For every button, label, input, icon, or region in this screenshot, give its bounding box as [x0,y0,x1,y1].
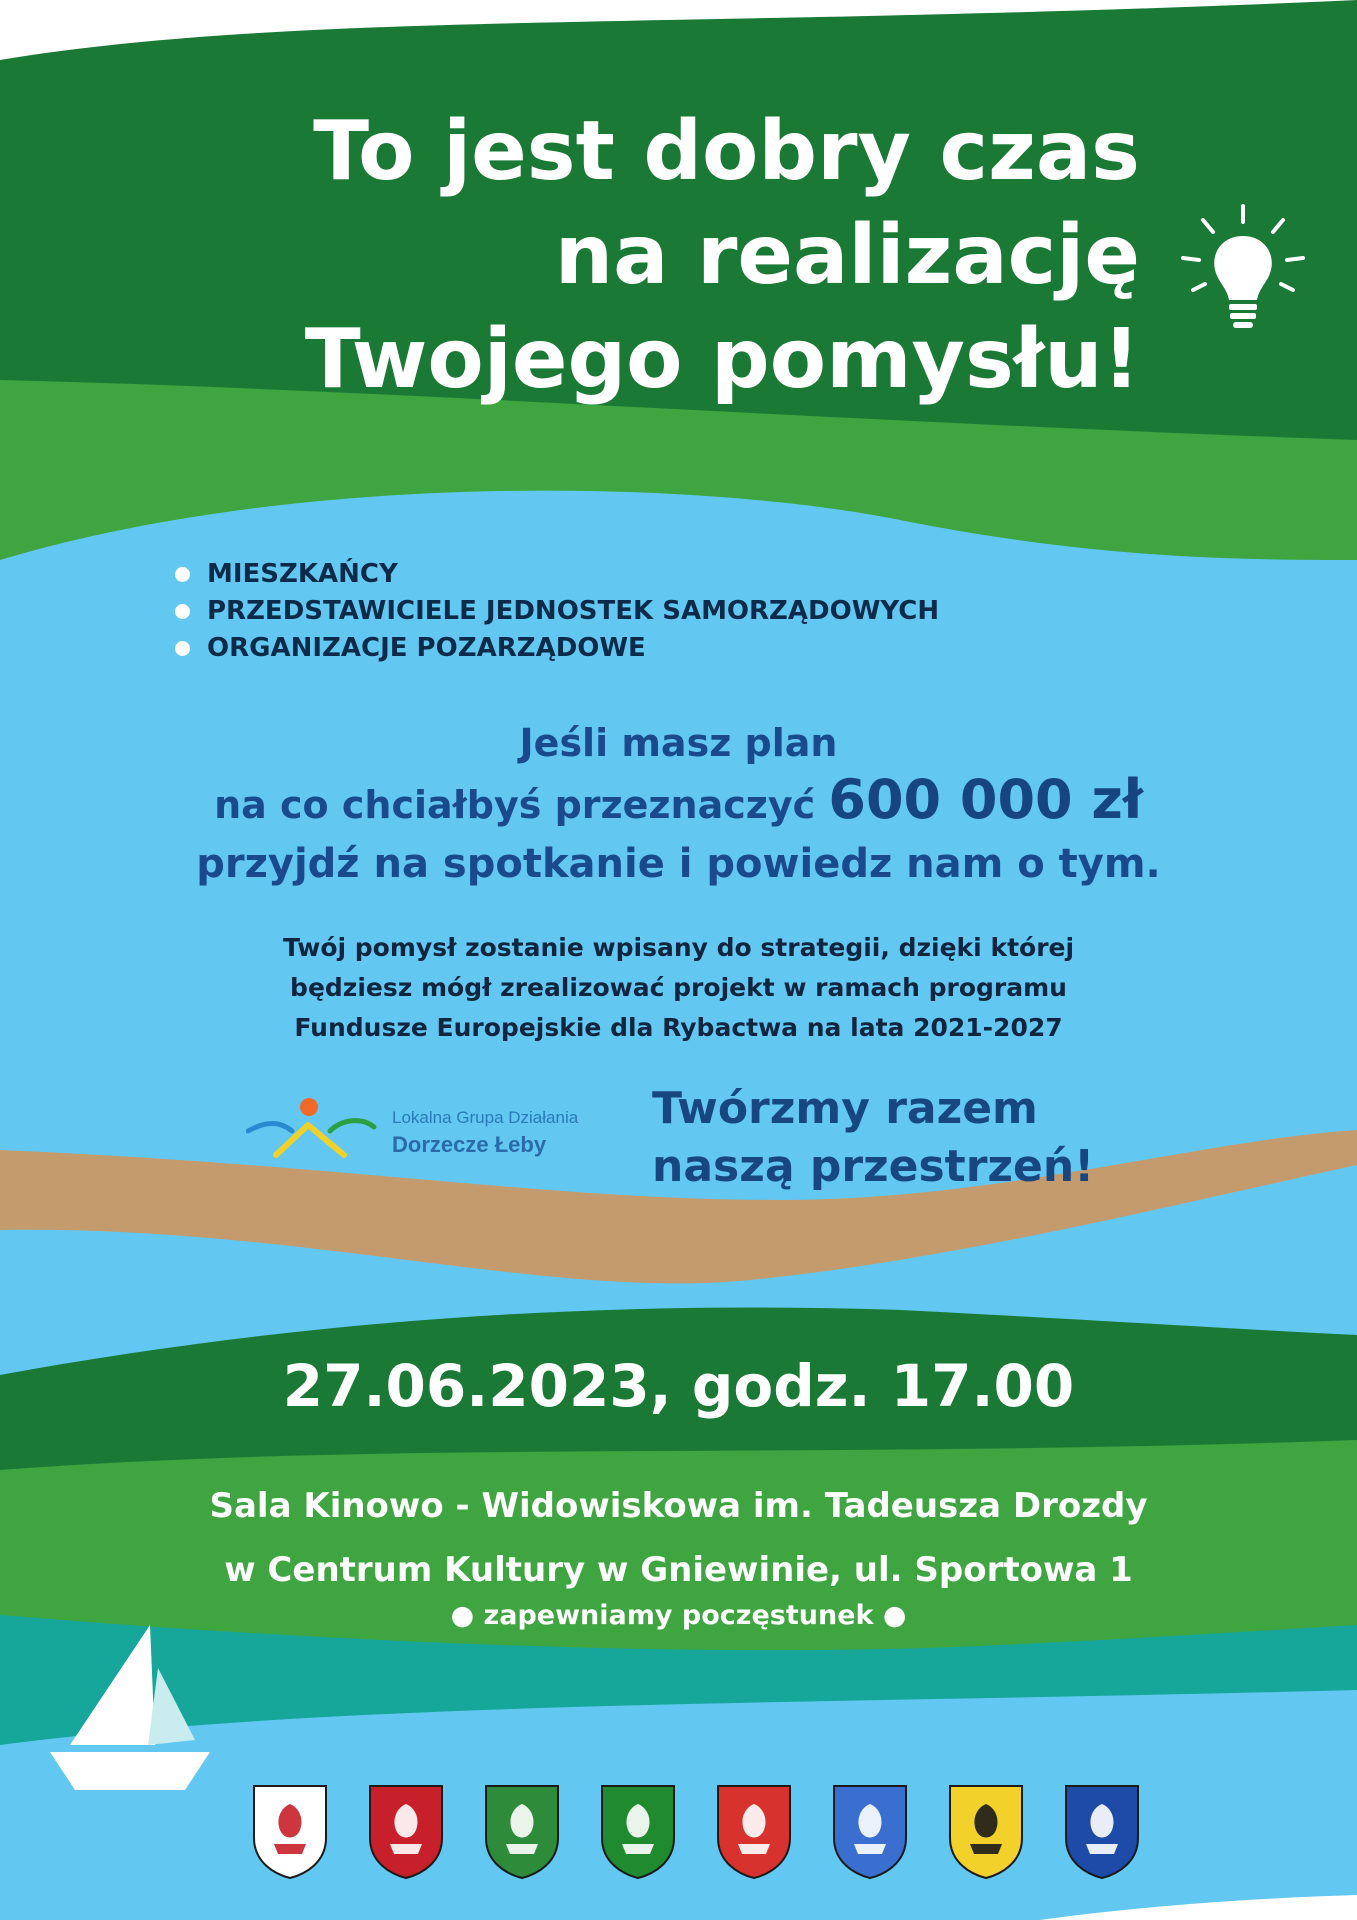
event-date: 27.06.2023, godz. 17.00 [282,1352,1075,1420]
slogan-line-1: Twórzmy razem [652,1083,1038,1134]
coat-of-arms-cross-griffin-icon [250,1782,330,1880]
headline-line-1: To jest dobry czas [313,104,1140,199]
plan-line-2 [80,770,1277,835]
logo-text-line-1: Lokalna Grupa Działania [392,1108,579,1127]
list-item: MIESZKAŃCY [175,556,939,593]
plan-call [80,716,1277,893]
headline-line-3: Twojego pomysłu! [304,312,1140,407]
coat-of-arms-blue-omega-icon [1062,1782,1142,1880]
funding-amount: 600 000 zł [828,768,1143,831]
info-line-2: będziesz mógł zrealizować projekt w ramach programu [290,973,1067,1002]
plan-line-1: Jeśli masz plan [519,721,838,765]
slogan [652,1080,1094,1196]
venue-line-1: Sala Kinowo - Widowiskowa im. Tadeusza Drozdy [209,1486,1148,1526]
refreshments-note: ● zapewniamy poczęstunek ● [450,1600,907,1631]
lightbulb-icon [1175,200,1315,340]
coat-of-arms-white-griffin-c-icon [598,1782,678,1880]
municipal-crests [250,1782,1110,1882]
event-venue [80,1474,1277,1602]
coat-of-arms-black-griffin-icon [366,1782,446,1880]
slogan-line-2: naszą przestrzeń! [652,1141,1095,1192]
info-line-3: Fundusze Europejskie dla Rybactwa na lata 2021-2027 [294,1013,1063,1042]
list-item: PRZEDSTAWICIELE JEDNOSTEK SAMORZĄDOWYCH [175,593,939,630]
venue-line-2: w Centrum Kultury w Gniewinie, ul. Sportowa 1 [224,1550,1133,1590]
strategy-info [120,928,1237,1048]
coat-of-arms-castle-lion-icon [714,1782,794,1880]
audience-list [175,556,939,667]
plan-line-2-text: na co chciałbyś przeznaczyć [214,783,816,827]
headline-line-2: na realizację [554,208,1140,303]
logo-text-line-2: Dorzecze Łeby [392,1132,547,1157]
info-line-1: Twój pomysł zostanie wpisany do strategii, dzięki której [282,933,1075,962]
coat-of-arms-lighthouse-icon [830,1782,910,1880]
coat-of-arms-griffin-quartered-icon [946,1782,1026,1880]
headline [120,100,1140,412]
plan-line-3: przyjdź na spotkanie i powiedz nam o tym. [196,841,1161,887]
list-item: ORGANIZACJE POZARZĄDOWE [175,630,939,667]
coat-of-arms-green-griffin-icon [482,1782,562,1880]
